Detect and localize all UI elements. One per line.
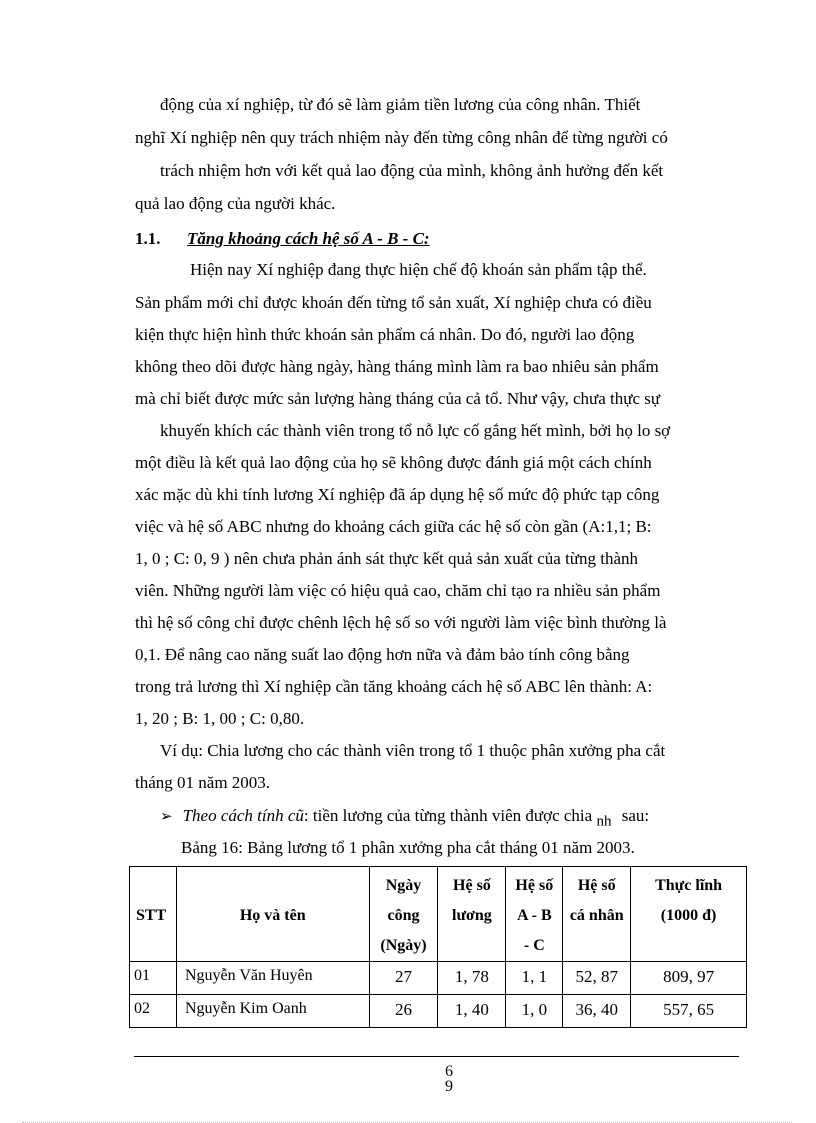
table-header-row: [130, 867, 747, 962]
body-line: Hiện nay Xí nghiệp đang thực hiện chế độ khoán sản phẩm tập thể.: [190, 260, 647, 279]
body-line: mà chỉ biết được mức sản lượng hàng tháng của cả tổ. Như vậy, chưa thực sự: [135, 389, 661, 408]
bullet-text: : tiền lương của từng thành viên được chia: [303, 806, 593, 825]
table-row: [130, 962, 747, 995]
body-line: việc và hệ số ABC nhưng do khoảng cách giữa các hệ số còn gần (A:1,1; B:: [135, 517, 652, 536]
paragraph-line: trách nhiệm hơn với kết quả lao động của mình, không ảnh hưởng đến kết: [160, 161, 664, 180]
cell-days: 27: [369, 962, 438, 995]
page-number: 6 9: [445, 1063, 453, 1095]
body-line: khuyến khích các thành viên trong tổ nỗ lực cố gắng hết mình, bởi họ lo sợ: [160, 421, 671, 440]
header-name: Họ và tên: [176, 867, 369, 962]
body-line: không theo dõi được hàng ngày, hàng tháng mình làm ra bao nhiêu sản phẩm: [135, 357, 659, 376]
body-line: Sản phẩm mới chỉ được khoán đến từng tổ sản xuất, Xí nghiệp chưa có điều: [135, 293, 652, 312]
paragraph-line: động của xí nghiệp, từ đó sẽ làm giảm tiền lương của công nhân. Thiết: [160, 95, 641, 114]
table-caption: Bảng 16: Bảng lương tổ 1 phân xưởng pha cắt tháng 01 năm 2003.: [181, 838, 635, 857]
paragraph-line: nghĩ Xí nghiệp nên quy trách nhiệm này đến từng công nhân để từng người có: [135, 128, 668, 147]
section-heading: [135, 229, 430, 249]
header-net-pay: Thực lĩnh (1000 đ): [631, 867, 747, 962]
header-salary-coef: Hệ số lương: [438, 867, 506, 962]
body-line: thì hệ số công chỉ được chênh lệch hệ số so với người làm việc bình thường là: [135, 613, 667, 632]
body-line: trong trả lương thì Xí nghiệp cần tăng khoảng cách hệ số ABC lên thành: A:: [135, 677, 653, 696]
cell-stt: 02: [130, 995, 177, 1028]
cell-personal-coef: 36, 40: [563, 995, 631, 1028]
header-personal-coef: Hệ số cá nhân: [563, 867, 631, 962]
header-days: Ngày công (Ngày): [369, 867, 438, 962]
table-row: [130, 995, 747, 1028]
header-abc-coef: Hệ số A - B - C: [506, 867, 563, 962]
cell-salary-coef: 1, 78: [438, 962, 506, 995]
body-line: 1, 0 ; C: 0, 9 ) nên chưa phản ánh sát thực kết quả sản xuất của từng thành: [135, 549, 639, 568]
body-line: 0,1. Để nâng cao năng suất lao động hơn nữa và đảm bảo tính công bằng: [135, 645, 630, 664]
body-line: kiện thực hiện hình thức khoán sản phẩm cá nhân. Do đó, người lao động: [135, 325, 635, 344]
body-line: 1, 20 ; B: 1, 00 ; C: 0,80.: [135, 709, 305, 728]
header-stt: STT: [130, 867, 177, 962]
bullet-emphasis: Theo cách tính cũ: [182, 806, 304, 825]
footer-divider: [134, 1056, 739, 1057]
paragraph-line: quả lao động của người khác.: [135, 194, 336, 213]
cell-stt: 01: [130, 962, 177, 995]
section-number: 1.1.: [135, 229, 161, 248]
cell-personal-coef: 52, 87: [563, 962, 631, 995]
body-line: viên. Những người làm việc có hiệu quả cao, chăm chỉ tạo ra nhiều sản phẩm: [135, 581, 661, 600]
cell-abc-coef: 1, 1: [506, 962, 563, 995]
bullet-end: sau:: [621, 806, 650, 825]
cell-net-pay: 809, 97: [631, 962, 747, 995]
arrow-bullet-icon: ➢: [160, 807, 173, 825]
cell-name: Nguyễn Kim Oanh: [176, 995, 369, 1028]
cell-salary-coef: 1, 40: [438, 995, 506, 1028]
cell-name: Nguyễn Văn Huyên: [176, 962, 369, 995]
cell-abc-coef: 1, 0: [506, 995, 563, 1028]
cell-net-pay: 557, 65: [631, 995, 747, 1028]
body-line: tháng 01 năm 2003.: [135, 773, 271, 792]
body-line: Ví dụ: Chia lương cho các thành viên trong tổ 1 thuộc phân xưởng pha cắt: [160, 741, 666, 760]
body-line: một điều là kết quả lao động của họ sẽ không được đánh giá một cách chính: [135, 453, 652, 472]
salary-table: [129, 866, 747, 1028]
section-title: Tăng khoảng cách hệ số A - B - C:: [187, 229, 430, 248]
bullet-subscript: nh: [596, 813, 612, 830]
body-line: xác mặc dù khi tính lương Xí nghiệp đã áp dụng hệ số mức độ phức tạp công: [135, 485, 660, 504]
cell-days: 26: [369, 995, 438, 1028]
bullet-item: [160, 806, 649, 830]
